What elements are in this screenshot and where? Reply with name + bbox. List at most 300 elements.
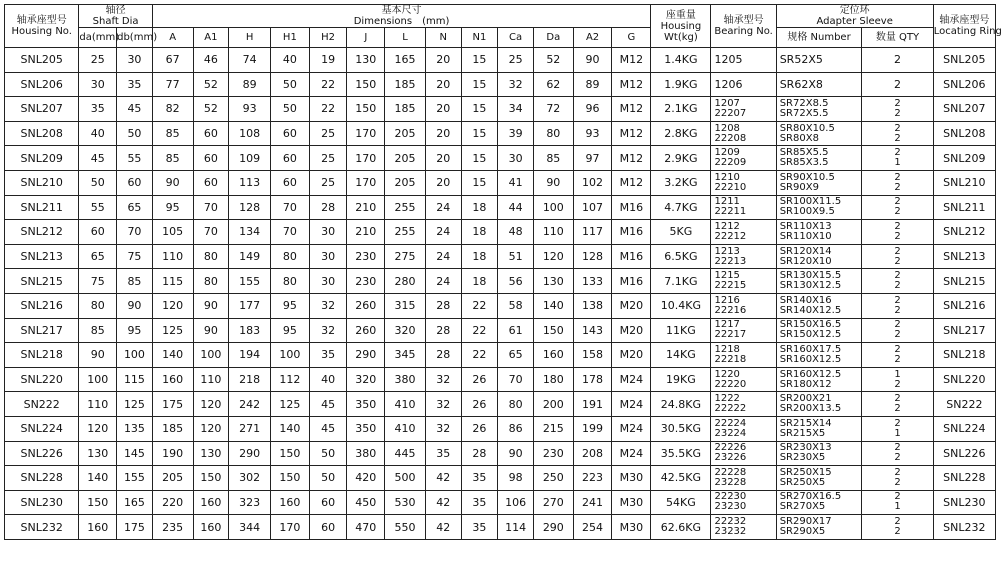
dimension-cell: 290 — [533, 515, 573, 540]
dimension-cell: 242 — [229, 392, 271, 417]
bearing-no-cell-line: 22226 — [714, 442, 747, 454]
sleeve-qty-cell-line: 2 — [894, 319, 901, 331]
dimension-cell: 208 — [573, 441, 612, 466]
dimension-cell: 380 — [385, 367, 426, 392]
dimension-cell: 271 — [229, 416, 271, 441]
bearing-no-cell-line: 22216 — [714, 304, 747, 316]
dimension-cell: 39 — [498, 121, 534, 146]
table-row — [5, 416, 996, 441]
dimension-cell: 315 — [385, 293, 426, 318]
dimension-cell: 93 — [229, 97, 271, 122]
sleeve-number-cell-line: SR120X10 — [779, 255, 832, 267]
sleeve-number-cell-line: SR140X16 — [779, 294, 832, 306]
dimension-cell: 60 — [193, 121, 229, 146]
table-row — [5, 72, 996, 97]
dimension-cell: 143 — [573, 318, 612, 343]
dimension-cell: 90 — [573, 48, 612, 73]
dimension-cell: 18 — [461, 195, 498, 220]
weight-cell: 2.1KG — [651, 97, 711, 122]
dimension-subheader: J — [347, 28, 385, 48]
dimension-cell: 160 — [152, 367, 193, 392]
dimension-cell: 60 — [271, 170, 310, 195]
sleeve-number-cell-line: SR250X5 — [779, 476, 826, 488]
bearing-no-cell-line: 1213 — [714, 245, 740, 257]
bearing-no-cell-line: 1206 — [714, 77, 743, 91]
dimension-cell: 158 — [573, 343, 612, 368]
dimension-cell: 90 — [117, 293, 153, 318]
sleeve-qty-cell — [862, 490, 933, 515]
dimension-cell: 25 — [309, 146, 347, 171]
sleeve-qty-cell — [862, 195, 933, 220]
table-row — [5, 392, 996, 417]
dimension-cell: 40 — [79, 121, 117, 146]
sleeve-qty-cell-line: 2 — [894, 466, 901, 478]
housing-no-header: 轴承座型号 Housing No. — [5, 5, 79, 48]
sleeve-qty-cell-line: 2 — [894, 245, 901, 257]
dimension-cell: 185 — [152, 416, 193, 441]
dimension-cell: 95 — [271, 293, 310, 318]
dimension-cell: 223 — [573, 466, 612, 491]
sleeve-number-cell — [776, 269, 862, 294]
sleeve-number-cell-line: SR72X8.5 — [779, 97, 829, 109]
sleeve-number-cell-line: SR200X21 — [779, 393, 832, 405]
dimension-cell: 320 — [347, 367, 385, 392]
sleeve-number-cell — [776, 97, 862, 122]
bearing-no-cell-line: 1207 — [714, 97, 740, 109]
dimension-cell: 30 — [117, 48, 153, 73]
shaft-dia-header: 轴径 Shaft Dia — [79, 5, 152, 28]
dimension-cell: 51 — [498, 244, 534, 269]
dimensions-header: 基本尺寸 Dimensions (mm) — [152, 5, 651, 28]
dimension-cell: 128 — [573, 244, 612, 269]
dimension-cell: 150 — [533, 318, 573, 343]
dimension-cell: 75 — [117, 244, 153, 269]
locating-ring-cell: SNL211 — [933, 195, 995, 220]
dimension-cell: 90 — [533, 170, 573, 195]
dimension-cell: 35 — [309, 343, 347, 368]
housing-no-cell: SNL213 — [5, 244, 79, 269]
dimension-cell: M24 — [612, 367, 651, 392]
dimension-cell: 32 — [309, 293, 347, 318]
bearing-no-cell-line: 1208 — [714, 122, 740, 134]
dimension-cell: 241 — [573, 490, 612, 515]
housing-no-cell: SNL206 — [5, 72, 79, 97]
housing-no-cell: SNL216 — [5, 293, 79, 318]
dimension-cell: 50 — [117, 121, 153, 146]
sleeve-qty-cell — [862, 343, 933, 368]
locating-ring-cell: SNL226 — [933, 441, 995, 466]
sleeve-qty-cell-line: 1 — [894, 368, 901, 380]
dimension-cell: 72 — [533, 97, 573, 122]
dimension-cell: 175 — [152, 392, 193, 417]
dimension-cell: 35 — [461, 515, 498, 540]
dimension-cell: 19 — [309, 48, 347, 73]
bearing-no-cell — [711, 466, 776, 491]
dimension-subheader: A2 — [573, 28, 612, 48]
dimension-cell: 134 — [229, 220, 271, 245]
bearing-no-cell-line: 22213 — [714, 255, 747, 267]
dimension-cell: 85 — [117, 269, 153, 294]
dimension-cell: 96 — [573, 97, 612, 122]
dimension-cell: 220 — [152, 490, 193, 515]
housing-no-cell: SNL208 — [5, 121, 79, 146]
locating-ring-cell: SNL230 — [933, 490, 995, 515]
bearing-no-cell-line: 1218 — [714, 343, 740, 355]
table-row — [5, 121, 996, 146]
dimension-cell: 105 — [152, 220, 193, 245]
dimension-cell: 20 — [425, 146, 461, 171]
dimension-cell: M24 — [612, 441, 651, 466]
sleeve-qty-cell — [862, 244, 933, 269]
dimension-cell: 65 — [498, 343, 534, 368]
dimension-cell: 190 — [152, 441, 193, 466]
dimension-cell: 25 — [498, 48, 534, 73]
sleeve-qty-cell — [862, 48, 933, 73]
dimension-cell: 60 — [117, 170, 153, 195]
dimension-cell: 110 — [79, 392, 117, 417]
dimension-cell: 410 — [385, 416, 426, 441]
sleeve-number-cell-line: SR250X15 — [779, 466, 832, 478]
sleeve-qty-cell-line: 2 — [894, 196, 901, 208]
table-row — [5, 170, 996, 195]
dimension-cell: 58 — [498, 293, 534, 318]
sleeve-qty-cell-line: 2 — [894, 270, 901, 282]
dimension-cell: 28 — [461, 441, 498, 466]
dimension-cell: 160 — [271, 490, 310, 515]
dimension-cell: M12 — [612, 97, 651, 122]
dimension-cell: 280 — [385, 269, 426, 294]
bearing-no-cell — [711, 318, 776, 343]
dimension-cell: 86 — [498, 416, 534, 441]
bearing-no-cell-line: 22228 — [714, 466, 747, 478]
dimension-cell: 177 — [229, 293, 271, 318]
dimension-cell: 35 — [117, 72, 153, 97]
sleeve-number-cell-line: SR85X5.5 — [779, 147, 829, 159]
dimension-cell: 15 — [461, 97, 498, 122]
weight-cell: 11KG — [651, 318, 711, 343]
dimension-cell: 100 — [533, 195, 573, 220]
bearing-no-cell-line: 22217 — [714, 329, 747, 341]
dimension-cell: 20 — [425, 97, 461, 122]
dimension-cell: 170 — [271, 515, 310, 540]
dimension-cell: M12 — [612, 72, 651, 97]
dimension-cell: 60 — [271, 121, 310, 146]
sleeve-number-cell-line: SR160X12.5 — [779, 353, 842, 365]
dimension-cell: 500 — [385, 466, 426, 491]
dimension-cell: 15 — [461, 170, 498, 195]
dimension-cell: 40 — [271, 48, 310, 73]
dimension-cell: 35 — [461, 466, 498, 491]
sleeve-qty-cell — [862, 269, 933, 294]
dimension-cell: M24 — [612, 416, 651, 441]
sleeve-number-cell-line: SR215X14 — [779, 417, 832, 429]
sleeve-number-cell-line: SR72X5.5 — [779, 107, 829, 119]
sleeve-number-cell-line: SR290X5 — [779, 526, 826, 538]
dimension-cell: 450 — [347, 490, 385, 515]
bearing-no-cell — [711, 416, 776, 441]
dimension-cell: 200 — [533, 392, 573, 417]
dimension-cell: 230 — [347, 269, 385, 294]
bearing-no-cell — [711, 441, 776, 466]
dimension-cell: 50 — [309, 466, 347, 491]
sleeve-qty-cell-line: 2 — [894, 181, 901, 193]
dimension-cell: 60 — [79, 220, 117, 245]
dimension-cell: 125 — [117, 392, 153, 417]
housing-no-cell: SNL224 — [5, 416, 79, 441]
sleeve-qty-cell-line: 2 — [894, 476, 901, 488]
dimension-cell: 160 — [79, 515, 117, 540]
dimension-cell: 140 — [271, 416, 310, 441]
dimension-cell: 26 — [461, 416, 498, 441]
dimension-cell: 80 — [533, 121, 573, 146]
dimension-cell: 218 — [229, 367, 271, 392]
locating-ring-cell: SNL215 — [933, 269, 995, 294]
sleeve-number-cell-line: SR270X5 — [779, 501, 826, 513]
dimension-cell: 35 — [461, 490, 498, 515]
dimension-cell: 112 — [271, 367, 310, 392]
bearing-no-cell — [711, 392, 776, 417]
dimension-subheader: N — [425, 28, 461, 48]
bearing-no-cell — [711, 121, 776, 146]
sleeve-number-cell-line: SR130X15.5 — [779, 270, 842, 282]
dimension-cell: 130 — [79, 441, 117, 466]
dimension-cell: 110 — [152, 244, 193, 269]
dimension-cell: 270 — [533, 490, 573, 515]
dimension-subheader: H1 — [271, 28, 310, 48]
dimension-cell: M12 — [612, 170, 651, 195]
dimension-cell: 100 — [79, 367, 117, 392]
dimension-cell: M20 — [612, 318, 651, 343]
sleeve-qty-cell-line: 1 — [894, 427, 901, 439]
dimension-cell: 120 — [193, 416, 229, 441]
dimension-cell: 42 — [425, 490, 461, 515]
dimension-cell: 24 — [425, 269, 461, 294]
dimension-cell: 150 — [271, 466, 310, 491]
dimension-cell: 170 — [347, 170, 385, 195]
dimension-cell: 82 — [152, 97, 193, 122]
dimension-cell: 114 — [498, 515, 534, 540]
weight-cell: 19KG — [651, 367, 711, 392]
dimension-cell: 24 — [425, 220, 461, 245]
dimension-cell: M20 — [612, 293, 651, 318]
housing-no-cell: SNL209 — [5, 146, 79, 171]
housing-no-cell: SN222 — [5, 392, 79, 417]
locating-ring-cell: SNL210 — [933, 170, 995, 195]
table-row — [5, 343, 996, 368]
dimension-cell: 170 — [347, 121, 385, 146]
dimension-cell: 550 — [385, 515, 426, 540]
weight-cell: 62.6KG — [651, 515, 711, 540]
dimension-cell: 235 — [152, 515, 193, 540]
dimension-cell: 230 — [533, 441, 573, 466]
bearing-no-cell — [711, 293, 776, 318]
dimension-cell: 26 — [461, 367, 498, 392]
dimension-cell: 138 — [573, 293, 612, 318]
dimension-cell: 100 — [271, 343, 310, 368]
weight-cell: 2.8KG — [651, 121, 711, 146]
dimension-cell: 115 — [117, 367, 153, 392]
dimension-cell: M12 — [612, 48, 651, 73]
dimension-cell: 85 — [79, 318, 117, 343]
dimension-cell: 155 — [229, 269, 271, 294]
table-row — [5, 269, 996, 294]
dimension-cell: 52 — [193, 72, 229, 97]
sleeve-qty-cell-line: 2 — [894, 353, 901, 365]
dimension-cell: 25 — [79, 48, 117, 73]
dimension-cell: 109 — [229, 146, 271, 171]
sleeve-number-cell-line: SR230X13 — [779, 442, 832, 454]
dimension-cell: M30 — [612, 515, 651, 540]
dimension-cell: 149 — [229, 244, 271, 269]
sleeve-number-cell-line: SR160X17.5 — [779, 343, 842, 355]
housing-no-cell: SNL226 — [5, 441, 79, 466]
dimension-cell: 55 — [79, 195, 117, 220]
sleeve-number-cell-line: SR120X14 — [779, 245, 832, 257]
housing-no-cell: SNL207 — [5, 97, 79, 122]
dimension-subheader: G — [612, 28, 651, 48]
sleeve-qty-cell — [862, 170, 933, 195]
bearing-no-cell-line: 22211 — [714, 206, 747, 218]
dimension-cell: 380 — [347, 441, 385, 466]
dimension-cell: 20 — [425, 121, 461, 146]
bearing-no-cell-line: 23232 — [714, 526, 747, 538]
sleeve-qty-cell-line: 2 — [894, 122, 901, 134]
locating-ring-cell: SNL216 — [933, 293, 995, 318]
dimension-cell: 26 — [461, 392, 498, 417]
sleeve-qty-cell-line: 2 — [894, 329, 901, 341]
dimension-cell: 15 — [461, 72, 498, 97]
dimension-cell: 70 — [193, 220, 229, 245]
sleeve-qty-cell-line: 2 — [894, 97, 901, 109]
bearing-no-header: 轴承型号 Bearing No. — [711, 5, 776, 48]
dimension-cell: 345 — [385, 343, 426, 368]
weight-cell: 5KG — [651, 220, 711, 245]
dimension-cell: 56 — [498, 269, 534, 294]
sleeve-number-cell-line: SR110X10 — [779, 230, 832, 242]
dimension-cell: 18 — [461, 269, 498, 294]
weight-cell: 42.5KG — [651, 466, 711, 491]
locating-ring-cell: SNL207 — [933, 97, 995, 122]
dimension-cell: 24 — [425, 195, 461, 220]
dimension-cell: 80 — [193, 269, 229, 294]
dimension-cell: 80 — [271, 269, 310, 294]
dimension-cell: M16 — [612, 195, 651, 220]
dimension-cell: 155 — [117, 466, 153, 491]
dimension-cell: M16 — [612, 220, 651, 245]
sleeve-number-cell-line: SR80X8 — [779, 132, 819, 144]
table-row — [5, 515, 996, 540]
sleeve-number-cell — [776, 490, 862, 515]
dimension-cell: 410 — [385, 392, 426, 417]
table-row — [5, 195, 996, 220]
bearing-no-cell-line: 1217 — [714, 319, 740, 331]
dimension-cell: 320 — [385, 318, 426, 343]
dimension-cell: M20 — [612, 343, 651, 368]
locating-ring-cell: SNL208 — [933, 121, 995, 146]
sleeve-qty-cell — [862, 392, 933, 417]
sleeve-number-cell-line: SR180X12 — [779, 378, 832, 390]
weight-cell: 1.9KG — [651, 72, 711, 97]
table-row — [5, 441, 996, 466]
dimension-cell: 50 — [79, 170, 117, 195]
sleeve-qty-cell-line: 2 — [894, 491, 901, 503]
locating-ring-cell: SNL217 — [933, 318, 995, 343]
dimension-cell: 85 — [533, 146, 573, 171]
dimension-cell: 85 — [152, 146, 193, 171]
dimension-cell: 160 — [533, 343, 573, 368]
dimension-cell: 32 — [498, 72, 534, 97]
sleeve-number-cell-line: SR290X17 — [779, 516, 832, 528]
dimension-cell: 15 — [461, 121, 498, 146]
sleeve-qty-cell-line: 2 — [894, 393, 901, 405]
bearing-no-cell — [711, 515, 776, 540]
sleeve-number-cell-line: SR52X5 — [779, 53, 823, 67]
housing-weight-header: 座重量 Housing Wt(kg) — [651, 5, 711, 48]
dimension-cell: 199 — [573, 416, 612, 441]
dimension-cell: 133 — [573, 269, 612, 294]
dimension-cell: 445 — [385, 441, 426, 466]
dimension-cell: 290 — [347, 343, 385, 368]
sleeve-qty-cell — [862, 466, 933, 491]
dimension-subheader: Da — [533, 28, 573, 48]
sleeve-number-cell-line: SR90X9 — [779, 181, 819, 193]
dimension-cell: 18 — [461, 244, 498, 269]
bearing-no-cell-line: 1211 — [714, 196, 740, 208]
dimension-cell: 98 — [498, 466, 534, 491]
sleeve-number-cell — [776, 72, 862, 97]
dimension-cell: M30 — [612, 466, 651, 491]
dimension-cell: 44 — [498, 195, 534, 220]
sleeve-qty-cell-line: 2 — [894, 77, 901, 91]
dimension-cell: 107 — [573, 195, 612, 220]
sleeve-qty-cell-line: 2 — [894, 53, 901, 67]
dimension-cell: 100 — [117, 343, 153, 368]
dimension-subheader: L — [385, 28, 426, 48]
sleeve-qty-cell-line: 2 — [894, 132, 901, 144]
sleeve-qty-cell-line: 2 — [894, 378, 901, 390]
dimension-cell: 260 — [347, 318, 385, 343]
dimension-cell: 45 — [309, 392, 347, 417]
dimension-cell: M16 — [612, 244, 651, 269]
dimension-subheader: da(mm) — [79, 28, 117, 48]
dimension-cell: 250 — [533, 466, 573, 491]
dimension-cell: 28 — [425, 293, 461, 318]
dimension-cell: 20 — [425, 72, 461, 97]
weight-cell: 54KG — [651, 490, 711, 515]
dimension-cell: 30 — [309, 244, 347, 269]
sleeve-number-cell — [776, 195, 862, 220]
dimension-cell: 302 — [229, 466, 271, 491]
sleeve-number-cell — [776, 343, 862, 368]
bearing-no-cell-line: 22215 — [714, 280, 747, 292]
dimension-cell: 140 — [79, 466, 117, 491]
sleeve-qty-cell-line: 1 — [894, 157, 901, 169]
table-row — [5, 466, 996, 491]
dimension-cell: 52 — [533, 48, 573, 73]
dimension-cell: 70 — [117, 220, 153, 245]
table-row — [5, 490, 996, 515]
bearing-no-cell — [711, 269, 776, 294]
bearing-no-cell-line: 22232 — [714, 516, 747, 528]
locating-ring-cell: SNL212 — [933, 220, 995, 245]
sleeve-qty-cell-line: 1 — [894, 501, 901, 513]
dimension-cell: 150 — [347, 72, 385, 97]
table-row — [5, 293, 996, 318]
bearing-no-cell-line: 22224 — [714, 417, 747, 429]
dimension-cell: M12 — [612, 121, 651, 146]
dimension-cell: 108 — [229, 121, 271, 146]
locating-ring-header: 轴承座型号 Locating Ring — [933, 5, 995, 48]
